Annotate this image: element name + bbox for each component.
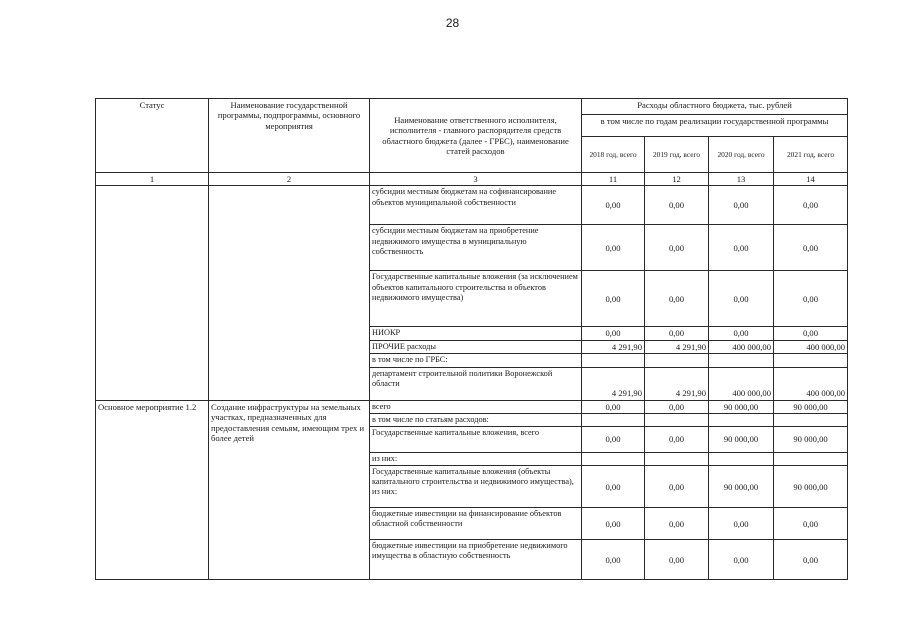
value-2020: 90 000,00 [709,400,774,413]
value-2021: 0,00 [774,508,848,540]
value-2018: 4 291,90 [582,367,645,400]
measure-status: Основное мероприятие 1.2 [96,400,209,580]
value-2021: 90 000,00 [774,466,848,508]
value-2020: 90 000,00 [709,427,774,453]
value-2018: 4 291,90 [582,340,645,353]
header-including-years: в том числе по годам реализации государственной программы [582,115,848,137]
row-label: в том числе по ГРБС: [370,354,582,367]
program-name-cell-empty [209,186,370,400]
header-program-name: Наименование государственной программы, подпрограммы, основного мероприятия [209,99,370,173]
row-label: бюджетные инвестиции на финансирование объектов областной собственности [370,508,582,540]
header-expenses: Расходы областного бюджета, тыс. рублей [582,99,848,115]
value-2020 [709,453,774,466]
value-2019: 0,00 [645,466,709,508]
column-number: 14 [774,173,848,186]
value-2019: 0,00 [645,186,709,225]
value-2021: 0,00 [774,271,848,327]
value-2021: 90 000,00 [774,400,848,413]
value-2019: 0,00 [645,540,709,580]
column-number: 11 [582,173,645,186]
column-number: 2 [209,173,370,186]
value-2019: 0,00 [645,400,709,413]
value-2021 [774,453,848,466]
value-2018 [582,414,645,427]
table-row [96,400,848,413]
value-2020: 0,00 [709,540,774,580]
value-2021 [774,414,848,427]
row-label: субсидии местным бюджетам на приобретение недвижимого имущества в муниципальную собственность [370,225,582,271]
value-2019: 4 291,90 [645,340,709,353]
value-2018: 0,00 [582,427,645,453]
column-number: 12 [645,173,709,186]
value-2020 [709,414,774,427]
header-executor: Наименование ответственного исполнителя, исполнителя - главного распорядителя средств областного бюджета (далее - ГРБС), наименование статей расходов [370,99,582,173]
table-row [96,186,848,225]
value-2021: 0,00 [774,225,848,271]
column-number: 1 [96,173,209,186]
header-year-2020: 2020 год, всего [709,137,774,173]
value-2021 [774,354,848,367]
row-label: департамент строительной политики Воронежской области [370,367,582,400]
value-2018 [582,354,645,367]
value-2018: 0,00 [582,466,645,508]
value-2020 [709,354,774,367]
value-2019: 0,00 [645,508,709,540]
header-year-2021: 2021 год, всего [774,137,848,173]
value-2018: 0,00 [582,508,645,540]
value-2019 [645,453,709,466]
row-label: Государственные капитальные вложения (объекты капитального строительства и недвижимого имущества), из них: [370,466,582,508]
status-cell-empty [96,186,209,400]
row-label: Государственные капитальные вложения, всего [370,427,582,453]
value-2020: 0,00 [709,508,774,540]
row-label: в том числе по статьям расходов: [370,414,582,427]
page-number: 28 [445,16,460,30]
value-2020: 0,00 [709,327,774,340]
value-2021: 400 000,00 [774,367,848,400]
value-2019 [645,354,709,367]
value-2020: 90 000,00 [709,466,774,508]
value-2018: 0,00 [582,271,645,327]
row-label: Государственные капитальные вложения (за исключением объектов капитального строительства и объектов недвижимого имущества) [370,271,582,327]
value-2019: 0,00 [645,225,709,271]
value-2018: 0,00 [582,186,645,225]
value-2019: 0,00 [645,427,709,453]
row-label: из них: [370,453,582,466]
value-2018: 0,00 [582,225,645,271]
value-2018: 0,00 [582,540,645,580]
value-2018: 0,00 [582,400,645,413]
budget-table [95,98,848,580]
value-2021: 0,00 [774,186,848,225]
value-2019: 0,00 [645,271,709,327]
value-2019: 4 291,90 [645,367,709,400]
row-label: НИОКР [370,327,582,340]
value-2021: 0,00 [774,540,848,580]
row-label: бюджетные инвестиции на приобретение недвижимого имущества в областную собственность [370,540,582,580]
value-2020: 400 000,00 [709,340,774,353]
column-number: 13 [709,173,774,186]
column-number: 3 [370,173,582,186]
value-2020: 0,00 [709,271,774,327]
value-2021: 0,00 [774,327,848,340]
value-2020: 0,00 [709,225,774,271]
value-2018 [582,453,645,466]
header-year-2018: 2018 год, всего [582,137,645,173]
value-2021: 400 000,00 [774,340,848,353]
value-2019 [645,414,709,427]
header-year-2019: 2019 год, всего [645,137,709,173]
row-label: всего [370,400,582,413]
value-2019: 0,00 [645,327,709,340]
row-label: ПРОЧИЕ расходы [370,340,582,353]
value-2020: 0,00 [709,186,774,225]
row-label: субсидии местным бюджетам на софинансирование объектов муниципальной собственности [370,186,582,225]
value-2018: 0,00 [582,327,645,340]
column-numbers-row [96,173,848,186]
header-status: Статус [96,99,209,173]
value-2020: 400 000,00 [709,367,774,400]
value-2021: 90 000,00 [774,427,848,453]
measure-name: Создание инфраструктуры на земельных участках, предназначенных для предоставления семьям, имеющим трех и более детей [209,400,370,580]
